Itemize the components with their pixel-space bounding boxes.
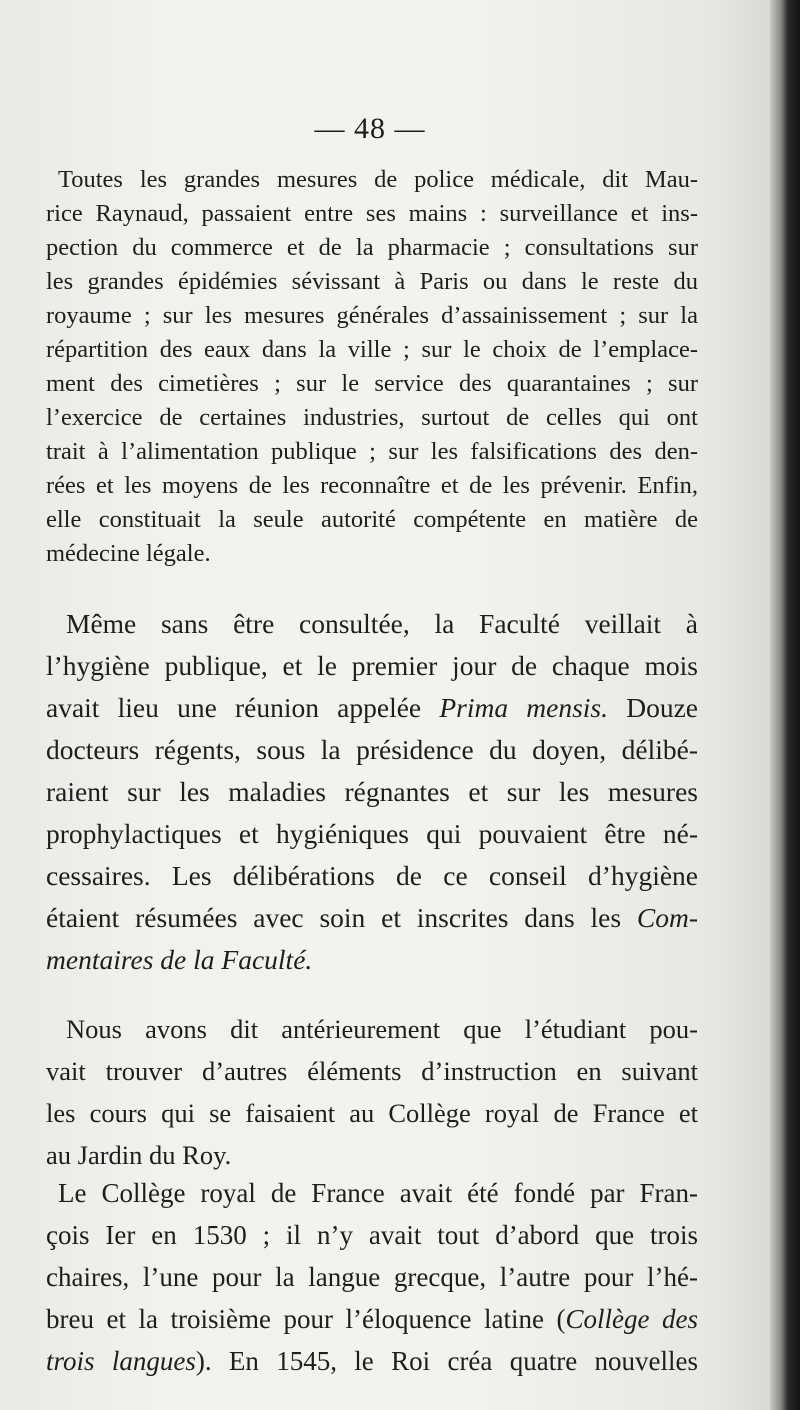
latin-term: Prima mensis. xyxy=(439,692,609,723)
text-run: étaient résumées avec soin et inscrites dans les xyxy=(46,902,637,933)
title-run: Collège des xyxy=(565,1304,698,1334)
text-run: Douze xyxy=(608,692,698,723)
page-number: — 48 — xyxy=(314,112,426,145)
title-run: trois langues xyxy=(46,1346,196,1376)
text-run: avait lieu une réunion appelée xyxy=(46,692,440,723)
title-run: mentaires de la Faculté. xyxy=(46,944,313,975)
title-run: Com- xyxy=(636,902,698,933)
book-page: — 48 — Toutes les grandes mesures de police médicale, dit Mau- rice Raynaud, passaient entre ses mains : surveillance et ins- pection du commerce et de la pharmacie ; consultations sur les grandes épidémies sévissant à Paris ou dans le reste du royaume ; sur les mesures générales d’assainissement ; sur la répartition des eaux dans la ville ; sur le choix de l’emplace- ment des cimetières ; sur le service des quarantaines ; sur l’exercice de certaines industries, surtout de celles qui ont trait à l’alimentation publique ; sur les falsifications des den- rées et les moyens de les reconnaître et de les prévenir. Enfin, elle constituait la seule autorité compétente en matière de médecine légale. Même sans être consultée, la Faculté veillait à l’hygiène publique, et le premier jour de chaque mois avait lieu une réunion appelée Prima mensis. Douze docteurs régents, sous la présidence du doyen, délibé- raient sur les maladies régnantes et sur les mesures prophylactiques et hygiéniques qui pouvaient être né- cessaires. Les délibérations de ce conseil d’hygiène étaient résumées avec soin et inscrites dans les Com- mentaires de la Faculté. Nous avons dit antérieurement que l’étudiant pou- vait trouver d’autres éléments d’instruction en suivant les cours qui se faisaient au Collège royal de France et au Jardin du Roy. Le Collège royal de France avait été fondé par Fran- çois Ier en 1530 ; il n’y avait tout d’abord que trois chaires, l’une pour la langue grecque, l’autre pour l’hé- breu et la troisième pour l’éloquence latine (Collège des trois langues). En 1545, le Roi créa quatre nouvelles xyxy=(0,0,770,1410)
book-spine-shadow xyxy=(770,0,800,1410)
text-run: breu et la troisième pour l’éloquence latine ( xyxy=(46,1304,566,1334)
text-run: ). En 1545, le Roi créa quatre nouvelles xyxy=(195,1346,698,1376)
